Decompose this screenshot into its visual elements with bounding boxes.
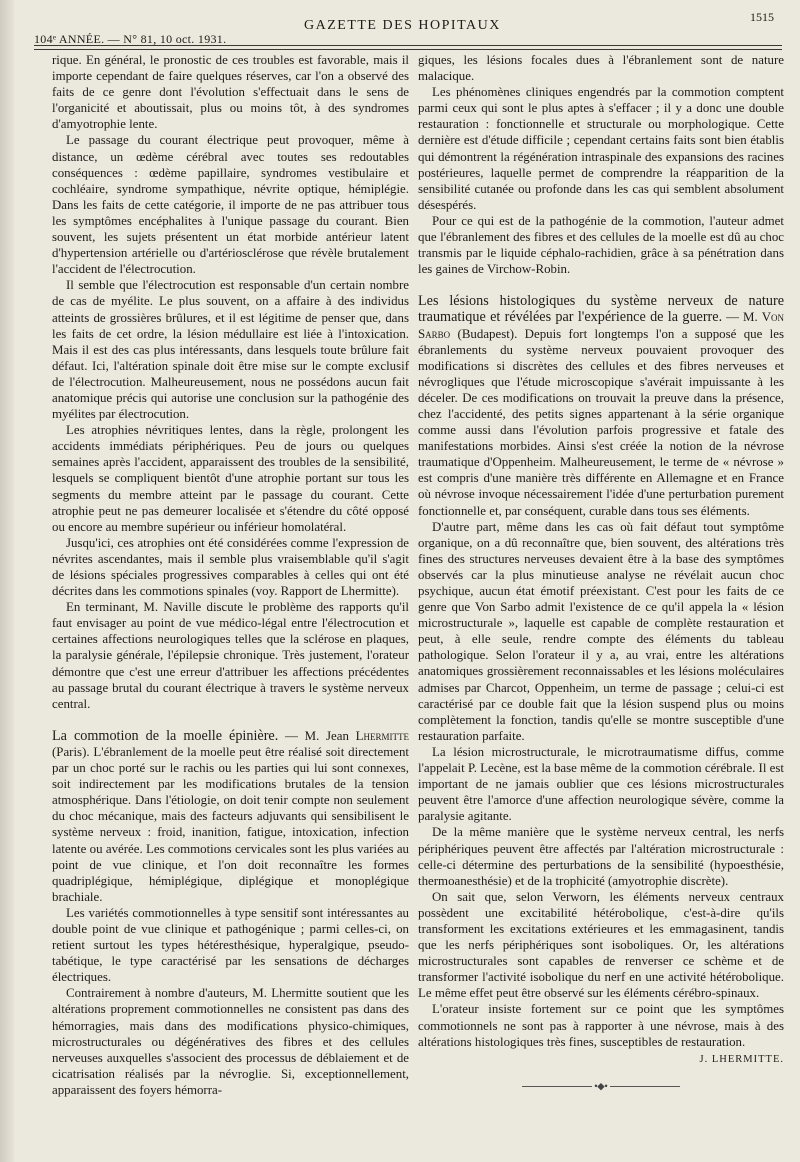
- section-title: La commotion de la moelle épinière.: [52, 727, 279, 744]
- paragraph: Il semble que l'électrocution est responsable d'un certain nombre de cas de myélite. Le plus souvent, on a affaire à des individus atteints de grossières brûlures, et il est légitime de penser que, dans les faits de cet ordre, la lésion médullaire est liée à l'intoxication. Mais il est des cas plus intéressants, dans lesquels toute brûlure fait défaut. Ici, l'altération spinale doit être mise sur le compte exclusif de l'électrocution. Malheureusement, nous ne possédons aucun fait anatomique précis qui autorise une conclusion sur la pathogénie des myélites par électrocution.: [52, 278, 409, 422]
- paragraph: rique. En général, le pronostic de ces troubles est favorable, mais il importe cependant de faire quelques réserves, car l'on a observé des faits de ce genre dont l'évolution s'effectuait dans le sens de l'organicité et aboutissait, plus ou moins tôt, à des syndromes d'amyotrophie lente.: [52, 53, 409, 132]
- paragraph: giques, les lésions focales dues à l'ébranlement sont de nature malacique.: [418, 53, 784, 84]
- section-heading: [418, 293, 784, 518]
- paragraph: En terminant, M. Naville discute le problème des rapports qu'il faut envisager au point de vue médico-légal entre l'électrocution et certaines affections neurologiques telles que la sclérose en plaques, la paralysie générale, l'épilepsie chronique. Très justement, l'orateur démontre que c'est une erreur d'attribuer les affections précédentes au passage brutal du courant électrique à travers le système nerveux central.: [52, 600, 409, 711]
- header-rule: [34, 45, 782, 50]
- author-signature: J. LHERMITTE.: [699, 1053, 784, 1065]
- right-column: [418, 52, 784, 1094]
- journal-title: GAZETTE DES HOPITAUX: [304, 18, 501, 33]
- ornament-line-right: [610, 1086, 680, 1087]
- page-number: 1515: [750, 10, 774, 24]
- paragraph: L'orateur insiste fortement sur ce point que les symptômes commotionnels ne sont pas à rapporter à une névrose, mais à des altérations histologiques très fines, susceptibles de restauration.: [418, 1002, 784, 1049]
- paragraph: D'autre part, même dans les cas où fait défaut tout symptôme organique, on a dû reconnaître que, bien souvent, des altérations très fines des structures nerveuses devaient être à la base des symptômes observés car la plus minutieuse analyse ne révélait aucun choc psychique, aucun état émotif préexistant. C'est pour les faits de ce genre que Von Sarbo admit l'existence de ce qu'il appela la « lésion microstructurale », laquelle est capable de complète restauration et peut, à elle seule, rendre compte des éléments du tableau pathologique. Selon l'orateur il y a, au vrai, entre les altérations anatomiques grossièrement reconnaissables et les lésions moléculaires admises par Charcot, Oppenheim, un terme de passage ; celui-ci est caractérisé par ce double fait que la lésion suspend plus ou moins complètement la fonction, tandis qu'elle se montre susceptible d'une restauration parfaite.: [418, 519, 784, 743]
- issue-info: 104ᵉ ANNÉE. — N° 81, 10 oct. 1931.: [34, 32, 227, 46]
- paragraph: Les atrophies névritiques lentes, dans la règle, prolongent les accidents immédiats périphériques. Peu de jours ou quelques semaines après l'accident, apparaissent des troubles de la sensibilité, lesquels se compliquent bientôt d'une atrophie portant sur tous les segments du membre atteint par le passage du courant. Cette atrophie peut ne pas demeurer localisée et s'étendre du côté opposé ou encore au membre supérieur ou inférieur homolatéral.: [52, 423, 409, 534]
- section-author: Von Sarbo: [418, 310, 785, 341]
- section-author-prefix: — M. Jean: [278, 728, 356, 743]
- section-heading: [52, 728, 409, 905]
- paragraph: Le passage du courant électrique peut provoquer, même à distance, un œdème cérébral avec toutes ses redoutables conséquences : œdème papillaire, syndromes vestibulaire et cochléaire, syndrome sympathique, névrite optique, hémiplégie. Dans les faits de cette catégorie, il importe de ne pas attribuer tous les symptômes encéphalites à l'unique passage du courant. Bien souvent, les sujets présentent un état morbide antérieur latent d'hypertension artérielle ou d'artériosclérose que révèle brutalement l'accident de l'électrocution.: [52, 133, 409, 277]
- ornament-glyph: •◆•: [594, 1080, 608, 1091]
- paragraph: La lésion microstructurale, le microtraumatisme diffus, comme l'appelait P. Lecène, est la base même de la commotion cérébrale. Il est important de ne jamais oublier que ces lésions microstructurales peuvent être l'amorce d'une affection neurologique sévère, comme la paralysie agitante.: [418, 744, 784, 824]
- section-title: Les lésions histologiques du système nerveux de nature traumatique et révélées par l'expérience de la guerre.: [418, 293, 784, 326]
- binding-gutter: [0, 0, 14, 1162]
- left-column: [52, 52, 409, 1098]
- paragraph: Les variétés commotionnelles à type sensitif sont intéressantes au double point de vue clinique et pathogénique ; parmi celles-ci, on retient surtout les types hétéresthésique, hyperalgique, pseudo-tabétique, le type caractérisé par les sensations de décharges électriques.: [52, 905, 409, 985]
- paragraph: Les phénomènes cliniques engendrés par la commotion comptent parmi ceux qui sont le plus aptes à s'effacer ; il y a donc une double restauration : fonctionnelle et structurale ou morphologique. Cette dernière est d'étude difficile ; cependant certains faits sont bien établis qui démontrent la régénération intraspinale des expansions des racines postérieures, laquelle permet de comprendre la réapparition de la sensibilité cutanée ou profonde dans les cas qui semblent absolument désespérés.: [418, 85, 784, 212]
- end-ornament: [516, 1078, 686, 1094]
- section-body: (Budapest). Depuis fort longtemps l'on a supposé que les ébranlements du système nerveux pouvaient provoquer des modifications si discrètes des cellules et des fibres nerveuses et névrogliques que l'étude microscopique s'avérait impuissante à les déceler. De ces modifications on trouvait la preuve dans la présence, chez l'accidenté, des petits signes appartenant à la série organique comme aussi dans l'évolution parfois progressive et fatale des manifestations morbides. Ainsi s'est créée la notion de la névrose traumatique d'Oppenheim. Malheureusement, le terme de « névrose » est compris d'une manière très différente en Allemagne et en France où névrose invoque nécessairement l'idée d'une perturbation purement fonctionnelle et, par conséquent, curable dans tous ses éléments.: [418, 326, 784, 518]
- ornament-line-left: [522, 1086, 592, 1087]
- paragraph: Jusqu'ici, ces atrophies ont été considérées comme l'expression de névrites ascendantes, mais il semble plus vraisemblable qu'il s'agit de lésions spéciales progressives comparables à celles qui ont été décrites dans les commotions spinales (voy. Rapport de Lhermitte).: [52, 535, 409, 599]
- section-author: Lhermitte: [355, 728, 410, 743]
- paragraph: Contrairement à nombre d'auteurs, M. Lhermitte soutient que les altérations proprement commotionnelles ne consistent pas dans des hémorragies, mais dans des modifications physico-chimiques, microstructurales ou dégénératives des fibres et des cellules nerveuses auxquelles s'associent des processus de déblaiement et de cicatrisation réalisés par la névroglie. Si, exceptionnellement, apparaissent des foyers hémorra-: [52, 986, 409, 1097]
- paragraph: On sait que, selon Verworn, les éléments nerveux centraux possèdent une excitabilité hétérobolique, c'est-à-dire qu'ils transforment les excitations extérieures et les emmagasinent, tandis que les nerfs périphériques sont isoboliques. Or, les altérations microstructurales sont capables de renverser ce schème et de transformer l'activité isobolique du nerf en une activité hétérobolique. Le même effet peut être observé sur les éléments cérébro-spinaux.: [418, 889, 784, 1001]
- page-header: [34, 10, 774, 44]
- paragraph: De la même manière que le système nerveux central, les nerfs périphériques peuvent être affectés par l'altération microstructurale : celle-ci détermine des perturbations de la sensibilité (hypoesthésie, thermoanesthésie) et de la trophicité (amyotrophie discrète).: [418, 825, 784, 888]
- paragraph: Pour ce qui est de la pathogénie de la commotion, l'auteur admet que l'ébranlement des fibres et des cellules de la moelle est dû au choc transmis par le liquide céphalo-rachidien, grâce à sa pénétration dans les gaines de Virchow-Robin.: [418, 213, 784, 277]
- section-body: (Paris). L'ébranlement de la moelle peut être réalisé soit directement par un choc porté sur le rachis ou les parties qui lui sont connexes, soit indirectement par les modifications brutales de la tension atmosphérique. Dans l'étiologie, on doit tenir compte non seulement du choc mécanique, mais des facteurs adjuvants qui sensibilisent le système nerveux : froid, inanition, fatigue, intoxication, infection latente ou avérée. Les commotions cervicales sont les plus variées au point de vue clinique, et l'on doit reconnaître les formes quadriplégique, hémiplégique, diplégique et monoplégique brachiale.: [52, 744, 409, 904]
- section-author-prefix: — M.: [722, 310, 762, 325]
